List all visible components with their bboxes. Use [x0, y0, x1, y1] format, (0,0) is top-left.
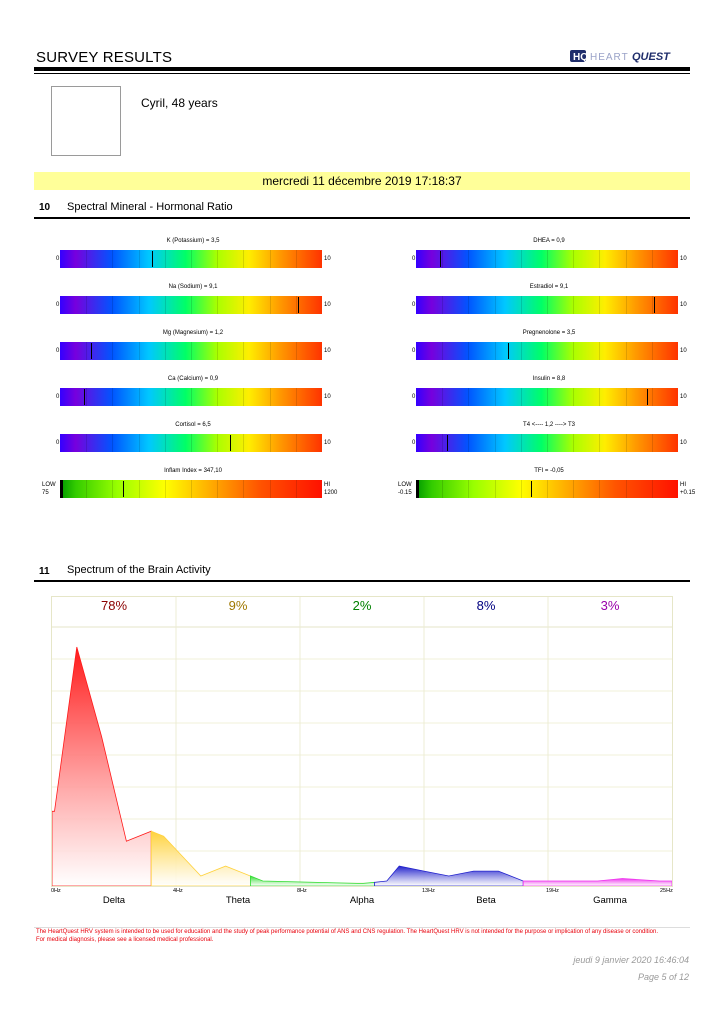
grid-line — [495, 388, 496, 406]
freq-tick: 4Hz — [173, 888, 183, 894]
grid-line — [270, 434, 271, 452]
grid-line — [599, 480, 600, 498]
mineral-bar-gradient — [60, 388, 322, 406]
generated-date: jeudi 9 janvier 2020 16:46:04 — [573, 955, 689, 965]
grid-line — [270, 250, 271, 268]
mineral-bar-marker — [91, 343, 97, 359]
band-name-beta: Beta — [476, 895, 496, 906]
hormone-bar-gradient — [416, 250, 678, 268]
patient-photo — [51, 86, 121, 156]
mineral-bar-low — [42, 481, 60, 497]
hormone-bar-marker — [440, 251, 446, 267]
grid-line — [165, 434, 166, 452]
grid-line — [243, 296, 244, 314]
grid-line — [495, 250, 496, 268]
grid-line — [626, 434, 627, 452]
grid-line — [191, 250, 192, 268]
band-percent-alpha: 2% — [352, 598, 372, 613]
grid-line — [86, 434, 87, 452]
mineral-bar-gradient — [60, 296, 322, 314]
grid-line — [599, 434, 600, 452]
grid-line — [165, 388, 166, 406]
mineral-bar-min: 0 — [56, 394, 60, 400]
band-percent-beta: 8% — [476, 598, 496, 613]
grid-line — [626, 388, 627, 406]
grid-line — [296, 250, 297, 268]
report-title: SURVEY RESULTS — [36, 49, 173, 66]
hormone-bar-max: 10 — [680, 348, 687, 354]
grid-line — [165, 296, 166, 314]
hormone-bar-max: 10 — [680, 394, 687, 400]
mineral-bar-marker — [123, 481, 129, 497]
low-label: LOW — [42, 482, 56, 488]
grid-line — [191, 434, 192, 452]
grid-line — [626, 250, 627, 268]
grid-line — [652, 250, 653, 268]
brain-spectrum-plot — [52, 597, 672, 886]
brain-spectrum-chart — [51, 596, 673, 887]
grid-line — [191, 342, 192, 360]
grid-line — [468, 342, 469, 360]
mineral-bar-min: 0 — [56, 348, 60, 354]
freq-tick: 8Hz — [297, 888, 307, 894]
grid-line — [468, 296, 469, 314]
grid-line — [270, 342, 271, 360]
header-rule-thin — [34, 73, 690, 74]
grid-line — [86, 480, 87, 498]
mineral-bar-label: Cortisol = 6,5 — [175, 422, 211, 428]
low-value: 75 — [42, 490, 49, 496]
low-value: -0.15 — [398, 490, 412, 496]
grid-line — [495, 342, 496, 360]
grid-line — [442, 434, 443, 452]
grid-line — [626, 342, 627, 360]
section-10-title: Spectral Mineral - Hormonal Ratio — [67, 201, 233, 213]
hormone-bar-min: 0 — [412, 256, 416, 262]
grid-line — [296, 296, 297, 314]
grid-line — [547, 296, 548, 314]
mineral-bar-label: Inflam Index = 347,10 — [164, 468, 222, 474]
mineral-bar-gradient — [60, 480, 322, 498]
grid-line — [468, 388, 469, 406]
spectrum-gamma-area — [523, 879, 672, 887]
grid-line — [217, 480, 218, 498]
grid-line — [112, 250, 113, 268]
hormone-bar-min: 0 — [412, 348, 416, 354]
grid-line — [112, 342, 113, 360]
freq-tick: 19Hz — [546, 888, 559, 894]
page-number: Page 5 of 12 — [637, 972, 689, 982]
grid-line — [442, 480, 443, 498]
hormone-bar-high — [680, 481, 704, 497]
hormone-bar-gradient — [416, 342, 678, 360]
mineral-bar-max: 10 — [324, 348, 331, 354]
mineral-bar-gradient — [60, 434, 322, 452]
grid-line — [139, 480, 140, 498]
low-edge — [60, 480, 63, 498]
grid-line — [296, 342, 297, 360]
section-11-number: 11 — [39, 566, 50, 577]
session-datetime: mercredi 11 décembre 2019 17:18:37 — [34, 172, 690, 190]
grid-line — [468, 480, 469, 498]
grid-line — [652, 342, 653, 360]
section-11-rule — [34, 580, 690, 582]
grid-line — [217, 342, 218, 360]
mineral-bar-high — [324, 481, 348, 497]
grid-line — [112, 388, 113, 406]
mineral-bar-min: 0 — [56, 302, 60, 308]
freq-tick: 13Hz — [422, 888, 435, 894]
grid-line — [139, 296, 140, 314]
band-percent-delta: 78% — [100, 598, 128, 613]
hormone-bar-label: T4 <---- 1,2 ----> T3 — [523, 422, 575, 428]
grid-line — [652, 480, 653, 498]
high-value: +0.15 — [680, 490, 696, 496]
freq-tick: 25Hz — [660, 888, 673, 894]
hormone-bar-low — [398, 481, 416, 497]
spectrum-delta-area — [52, 647, 151, 886]
mineral-bar-max: 10 — [324, 440, 331, 446]
grid-line — [243, 250, 244, 268]
grid-line — [191, 388, 192, 406]
grid-line — [573, 296, 574, 314]
grid-line — [296, 434, 297, 452]
hormone-bar-label: Estradiol = 9,1 — [529, 284, 569, 290]
hormone-bar-gradient — [416, 480, 678, 498]
mineral-bar-label: K (Potassium) = 3,5 — [166, 238, 220, 244]
grid-line — [270, 480, 271, 498]
hormone-bar-min: 0 — [412, 302, 416, 308]
svg-text:HQ: HQ — [573, 52, 588, 63]
hormone-bar-max: 10 — [680, 302, 687, 308]
hormone-bar-marker — [508, 343, 514, 359]
grid-line — [495, 434, 496, 452]
svg-text:QUEST: QUEST — [632, 51, 670, 63]
section-10-number: 10 — [39, 202, 51, 213]
grid-line — [139, 250, 140, 268]
mineral-bar-max: 10 — [324, 394, 331, 400]
grid-line — [165, 480, 166, 498]
header-rule — [34, 67, 690, 71]
mineral-bar-max: 10 — [324, 302, 331, 308]
grid-line — [139, 342, 140, 360]
grid-line — [296, 480, 297, 498]
hormone-bar-marker — [654, 297, 660, 313]
svg-text:HEART: HEART — [590, 52, 629, 63]
grid-line — [243, 434, 244, 452]
mineral-bar-gradient — [60, 342, 322, 360]
mineral-bar-min: 0 — [56, 440, 60, 446]
grid-line — [86, 342, 87, 360]
grid-line — [652, 296, 653, 314]
mineral-bar-label: Ca (Calcium) = 0,9 — [167, 376, 219, 382]
grid-line — [626, 480, 627, 498]
grid-line — [270, 296, 271, 314]
grid-line — [139, 388, 140, 406]
grid-line — [521, 434, 522, 452]
low-label: LOW — [398, 482, 412, 488]
mineral-bar-gradient — [60, 250, 322, 268]
disclaimer — [36, 929, 688, 944]
hormone-bar-min: 0 — [412, 440, 416, 446]
grid-line — [112, 296, 113, 314]
band-percent-gamma: 3% — [600, 598, 620, 613]
grid-line — [599, 296, 600, 314]
grid-line — [243, 388, 244, 406]
grid-line — [599, 342, 600, 360]
high-label: HI — [324, 482, 330, 488]
grid-line — [521, 342, 522, 360]
grid-line — [86, 296, 87, 314]
grid-line — [521, 480, 522, 498]
high-label: HI — [680, 482, 686, 488]
hormone-bar-label: DHEA = 0,9 — [533, 238, 565, 244]
band-name-alpha: Alpha — [349, 895, 375, 906]
grid-line — [652, 434, 653, 452]
grid-line — [112, 480, 113, 498]
grid-line — [468, 250, 469, 268]
grid-line — [573, 388, 574, 406]
grid-line — [573, 342, 574, 360]
freq-tick: 0Hz — [51, 888, 61, 894]
grid-line — [191, 480, 192, 498]
grid-line — [468, 434, 469, 452]
grid-line — [139, 434, 140, 452]
hormone-bar-gradient — [416, 388, 678, 406]
spectrum-theta-area — [151, 831, 250, 886]
grid-line — [547, 250, 548, 268]
mineral-bar-marker — [230, 435, 236, 451]
grid-line — [243, 480, 244, 498]
grid-line — [495, 480, 496, 498]
grid-line — [495, 296, 496, 314]
grid-line — [521, 296, 522, 314]
hormone-bar-label: TFI = -0,05 — [534, 468, 564, 474]
grid-line — [442, 388, 443, 406]
mineral-bar-label: Na (Sodium) = 9,1 — [168, 284, 218, 290]
grid-line — [165, 250, 166, 268]
hormone-bar-max: 10 — [680, 440, 687, 446]
grid-line — [217, 434, 218, 452]
hormone-bar-gradient — [416, 296, 678, 314]
grid-line — [547, 434, 548, 452]
band-percent-theta: 9% — [228, 598, 248, 613]
spectrum-alpha-area — [250, 876, 374, 886]
grid-line — [547, 342, 548, 360]
grid-line — [165, 342, 166, 360]
disclaimer-line-1: The HeartQuest HRV system is intended to be used for education and the study of peak performance potential of ANS and CNS regulation. The HeartQuest HRV is not intended for the purpose or implication of any disease or condition. — [36, 929, 659, 935]
mineral-bar-label: Mg (Magnesium) = 1,2 — [162, 330, 224, 336]
grid-line — [191, 296, 192, 314]
hormone-bar-max: 10 — [680, 256, 687, 262]
band-name-delta: Delta — [102, 895, 126, 906]
band-name-gamma: Gamma — [593, 895, 627, 906]
grid-line — [599, 388, 600, 406]
heartquest-logo — [570, 49, 688, 63]
grid-line — [442, 296, 443, 314]
grid-line — [112, 434, 113, 452]
mineral-bar-marker — [84, 389, 90, 405]
mineral-bar-max: 10 — [324, 256, 331, 262]
mineral-bar-marker — [298, 297, 304, 313]
grid-line — [217, 250, 218, 268]
hormone-bar-marker — [447, 435, 453, 451]
grid-line — [86, 250, 87, 268]
mineral-bar-min: 0 — [56, 256, 60, 262]
high-value: 1200 — [324, 490, 338, 496]
grid-line — [217, 296, 218, 314]
grid-line — [599, 250, 600, 268]
low-edge — [416, 480, 419, 498]
hormone-bar-label: Pregnenolone = 3,5 — [522, 330, 576, 336]
grid-line — [521, 250, 522, 268]
mineral-bar-marker — [152, 251, 158, 267]
hormone-bar-min: 0 — [412, 394, 416, 400]
grid-line — [626, 296, 627, 314]
patient-name-age: Cyril, 48 years — [141, 96, 218, 110]
grid-line — [573, 250, 574, 268]
grid-line — [547, 388, 548, 406]
hormone-bar-label: Insulin = 8,8 — [532, 376, 566, 382]
grid-line — [573, 480, 574, 498]
section-11-title: Spectrum of the Brain Activity — [67, 564, 211, 576]
hormone-bar-marker — [531, 481, 537, 497]
footer-rule — [34, 927, 690, 928]
grid-line — [296, 388, 297, 406]
grid-line — [217, 388, 218, 406]
grid-line — [573, 434, 574, 452]
hormone-bar-gradient — [416, 434, 678, 452]
band-name-theta: Theta — [225, 895, 251, 906]
grid-line — [270, 388, 271, 406]
disclaimer-line-2: For medical diagnosis, please see a licensed medical professional. — [36, 936, 214, 943]
grid-line — [547, 480, 548, 498]
grid-line — [243, 342, 244, 360]
grid-line — [442, 342, 443, 360]
hormone-bar-marker — [647, 389, 653, 405]
grid-line — [521, 388, 522, 406]
section-10-rule — [34, 217, 690, 219]
spectrum-beta-area — [374, 866, 523, 886]
